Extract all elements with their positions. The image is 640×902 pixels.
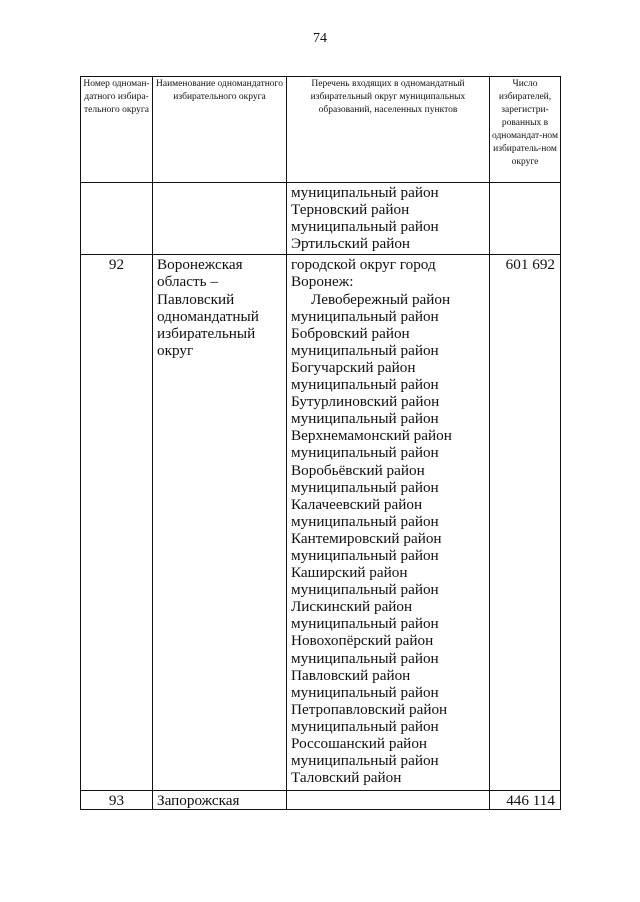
header-municipalities: Перечень входящих в одномандатный избирательный округ муниципальных образований, населенных пунктов	[287, 77, 490, 183]
district-number: 93	[81, 791, 153, 810]
municipality-line: Бутурлиновский район	[291, 393, 440, 411]
district-name: Запорожская	[153, 791, 287, 810]
municipality-line: Каширский район	[291, 564, 408, 582]
municipality-line: муниципальный район	[291, 615, 439, 633]
table-header-row	[81, 77, 561, 183]
municipality-line: Таловский район	[291, 769, 402, 787]
municipality-line: Верхнемамонский район	[291, 427, 452, 445]
municipality-line: муниципальный район	[291, 683, 439, 701]
cell-municipalities	[287, 183, 490, 255]
districts-table	[80, 76, 561, 810]
municipality-line: Кантемировский район	[291, 529, 442, 547]
municipality-line: Калачеевский район	[291, 495, 423, 513]
header-district-number: Номер одноман-датного избира-тельного округа	[81, 77, 153, 183]
municipality-line: Новохопёрский район	[291, 632, 434, 650]
municipality-line: Петропавловский район	[291, 700, 448, 718]
municipality-line: муниципальный район	[291, 546, 439, 564]
cell-municipalities	[287, 255, 490, 791]
municipality-line: муниципальный район	[291, 444, 439, 462]
cell-name	[153, 183, 287, 255]
municipality-line: муниципальный район	[291, 341, 439, 359]
header-voters-count: Число избирателей, зарегистри-рованных в одномандат-ном избиратель-ном округе	[490, 77, 561, 183]
municipality-line: муниципальный район	[291, 717, 439, 735]
header-district-name: Наименование одномандатного избирательного округа	[153, 77, 287, 183]
voters-count: 601 692	[490, 255, 561, 791]
district-name-line: избирательный	[157, 324, 256, 342]
district-name-line: округ	[157, 341, 194, 359]
district-name	[153, 255, 287, 791]
municipality-line: муниципальный район	[291, 376, 439, 394]
municipality-line: Лискинский район	[291, 598, 413, 616]
municipality-line: Богучарский район	[291, 358, 416, 376]
municipality-line: муниципальный район	[291, 581, 439, 599]
municipality-line: муниципальный район	[291, 649, 439, 667]
voters-count: 446 114	[490, 791, 561, 810]
municipality-line: Павловский район	[291, 666, 411, 684]
district-name-line: область –	[157, 273, 218, 291]
municipality-line: Бобровский район	[291, 324, 410, 342]
municipality-line: Терновский район	[291, 201, 410, 219]
municipality-line: муниципальный район	[291, 184, 439, 201]
municipality-line: Воронеж:	[291, 273, 354, 291]
cell-number	[81, 183, 153, 255]
municipality-line: Эртильский район	[291, 235, 411, 253]
table-row-district-93	[81, 791, 561, 810]
district-name-line: Павловский	[157, 290, 235, 308]
district-name-line: Воронежская	[157, 256, 243, 274]
table-row-continuation	[81, 183, 561, 255]
cell-voters	[490, 183, 561, 255]
cell-municipalities	[287, 791, 490, 810]
municipality-line: Левобережный район	[311, 290, 451, 308]
municipality-line: муниципальный район	[291, 478, 439, 496]
municipality-line: муниципальный район	[291, 307, 439, 325]
municipality-line: муниципальный район	[291, 218, 439, 236]
municipality-line: городской округ город	[291, 256, 436, 274]
municipality-line: муниципальный район	[291, 752, 439, 770]
municipality-line: Россошанский район	[291, 735, 428, 752]
district-number: 92	[81, 255, 153, 791]
municipality-line: Воробьёвский район	[291, 461, 425, 479]
municipality-line: муниципальный район	[291, 512, 439, 530]
page-number: 74	[313, 31, 327, 46]
municipality-line: муниципальный район	[291, 410, 439, 428]
table-row-district-92	[81, 255, 561, 791]
district-name-line: одномандатный	[157, 307, 259, 325]
